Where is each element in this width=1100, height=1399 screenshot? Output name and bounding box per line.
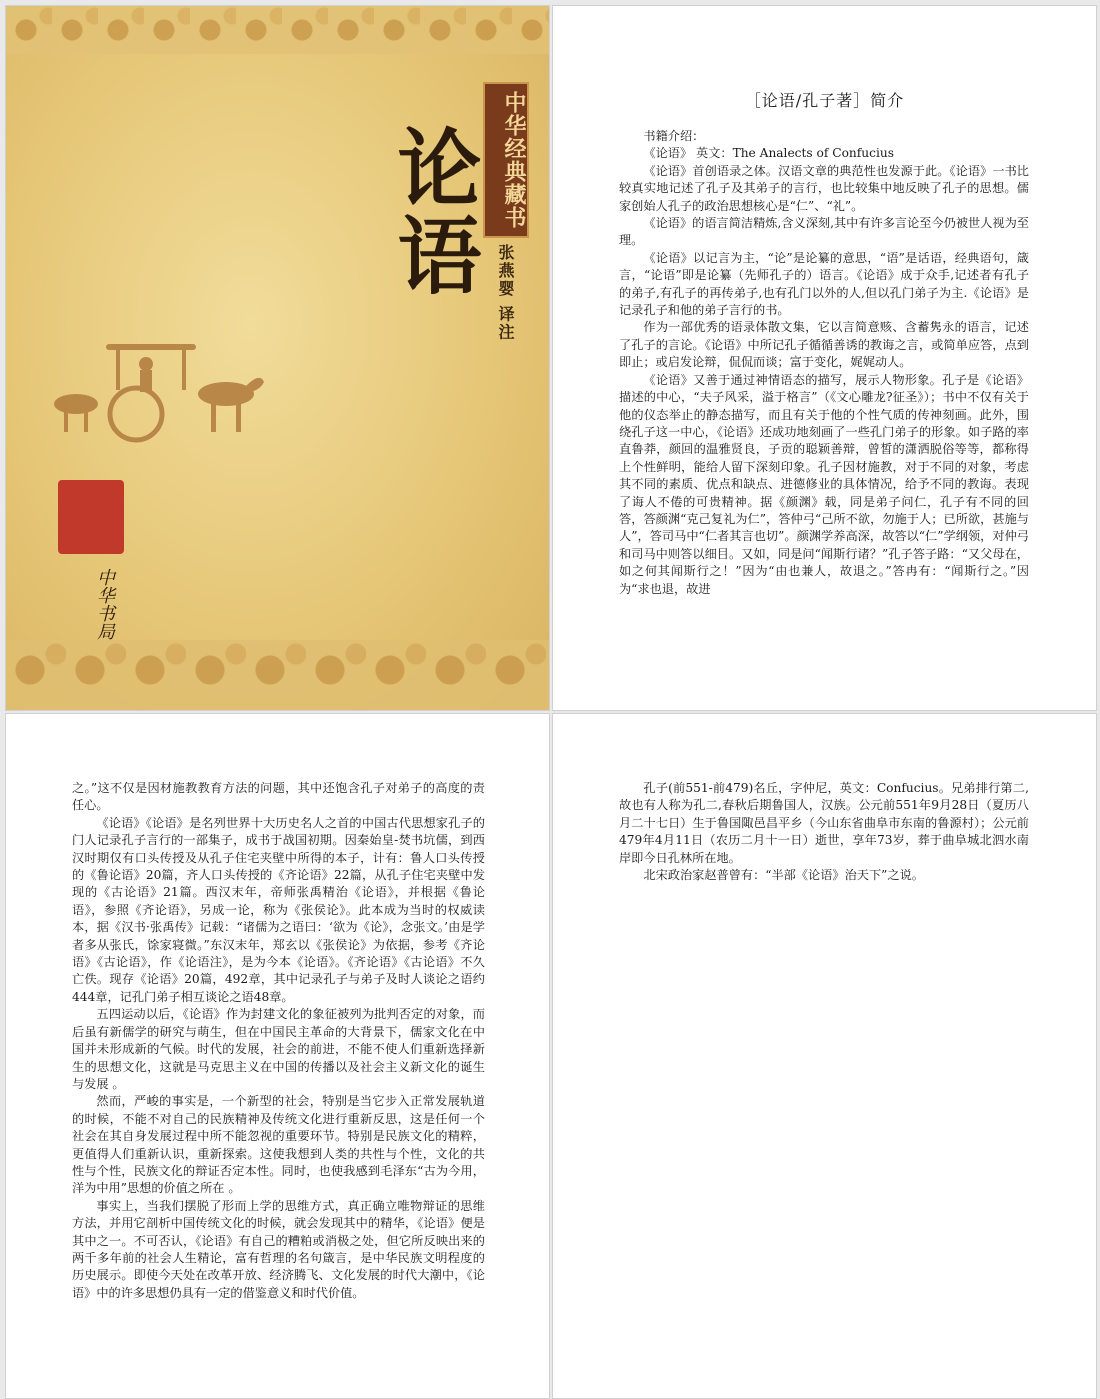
- intro-heading: ［论语/孔子著］简介: [744, 91, 905, 110]
- paragraph: 《论语》的语言简洁精炼,含义深刻,其中有许多言论至今仍被世人视为至理。: [619, 216, 1029, 248]
- series-label: 中华经典藏书: [483, 82, 529, 238]
- paragraph: 五四运动以后，《论语》作为封建文化的象征被列为批判否定的对象，而后虽有新儒学的研究与萌生，但在中国民主革命的大背景下，儒家文化在中国并未形成新的气候。时代的发展，社会的前进，不能不使人们重新选择新生的思想文化，这就是马克思主义在中国的传播以及社会主义新文化的诞生与发展 。: [72, 1007, 485, 1091]
- paragraph: 孔子(前551-前479)名丘，字仲尼，英文：Confucius。兄弟排行第二,故也有人称为孔二,春秋后期鲁国人，汉族。公元前551年9月28日（夏历八月二十七日）生于鲁国陬邑昌平乡（今山东省曲阜市东南的鲁源村）；公元前479年4月11日（农历二月十一日）逝世，享年73岁，葬于曲阜城北泗水南岸即今日孔林所在地。: [619, 781, 1029, 865]
- book-cover[interactable]: [6, 6, 549, 710]
- cloud-pattern-bottom: [6, 640, 549, 710]
- page-two-text: [72, 780, 485, 1302]
- chariot-illustration-icon: [36, 324, 266, 444]
- paragraph: 作为一部优秀的语录体散文集，它以言简意赅、含蓄隽永的语言，记述了孔子的言论。《论语》中所记孔子循循善诱的教诲之言，或简单应答，点到即止；或启发论辩，侃侃而谈；富于变化，娓娓动人。: [619, 320, 1029, 370]
- paragraph: 《论语》首创语录之体。汉语文章的典范性也发源于此。《论语》一书比较真实地记述了孔子及其弟子的言行，也比较集中地反映了孔子的思想。儒家创始人孔子的政治思想核心是“仁”、“礼”。: [619, 163, 1029, 213]
- paragraph: 事实上，当我们摆脱了形而上学的思维方式，真正确立唯物辩证的思维方法，并用它剖析中国传统文化的时候，就会发现其中的精华，《论语》便是其中之一。不可否认，《论语》有自己的糟粕或消极之处，但它所反映出来的两千多年前的社会人生精论，富有哲理的名句箴言，是中华民族文明程度的历史展示。即使今天处在改革开放、经济腾飞、文化发展的时代大潮中，《论语》中的许多思想仍具有一定的借鉴意义和时代价值。: [72, 1198, 485, 1300]
- paragraph: 《论语》又善于通过神情语态的描写，展示人物形象。孔子是《论语》描述的中心，“夫子风采，溢于格言”（《文心雕龙?征圣》）；书中不仅有关于他的仪态举止的静态描写，而且有关于他的个性气质的传神刻画。此外，围绕孔子这一中心，《论语》还成功地刻画了一些孔门弟子的形象。如子路的率直鲁莽，颜回的温雅贤良，子贡的聪颖善辩，曾皙的潇洒脱俗等等，都称得上个性鲜明，能给人留下深刻印象。孔子因材施教，对于不同的对象，考虑其不同的素质、优点和缺点、进德修业的具体情况，给予不同的教诲。表现了诲人不倦的可贵精神。据《颜渊》载，同是弟子问仁，孔子有不同的回答，答颜渊“克己复礼为仁”，答仲弓“己所不欲，勿施于人；已所欲，甚施与人”，答司马中“仁者其言也切”。颜渊学养高深，故答以“仁”学纲领，对仲弓和司马中则答以细目。又如，同是问“闻斯行诸？”孔子答子路：“又父母在，如之何其闻斯行之！”因为“由也兼人，故退之。”答冉有：“闻斯行之。”因为“求也退，故进: [619, 372, 1029, 596]
- translator-credit: 张燕婴 译注: [496, 244, 515, 342]
- paragraph: 然而，严峻的事实是，一个新型的社会，特别是当它步入正常发展轨道的时候，不能不对自己的民族精神及传统文化进行重新反思，这是任何一个社会在其自身发展过程中所不能忽视的重要环节。特别是民族文化的精粹，更值得人们重新认识，重新探索。这使我想到人类的共性与个性，文化的共性与个性，民族文化的辩证否定本性。同时，也使我感到毛泽东“古为今用，洋为中用”思想的价值之所在 。: [72, 1094, 485, 1196]
- text-page-two[interactable]: [6, 714, 549, 1398]
- seal-stamp: [58, 480, 124, 554]
- page-three-text: [619, 780, 1029, 884]
- cloud-pattern-top: [6, 6, 549, 54]
- paragraph: 书籍介绍：: [643, 129, 705, 143]
- intro-page[interactable]: [553, 6, 1096, 710]
- paragraph: 《论语》《论语》是名列世界十大历史名人之首的中国古代思想家孔子的门人记录孔子言行的一部集子，成书于战国初期。因秦始皇-焚书坑儒，到西汉时期仅有口头传授及从孔子住宅夹壁中所得的本子，计有：鲁人口头传授的《鲁论语》20篇，齐人口头传授的《齐论语》22篇，从孔子住宅夹壁中发现的《古论语》21篇。西汉末年，帝师张禹精治《论语》，并根据《鲁论语》，参照《齐论语》，另成一论，称为《张侯论》。此本成为当时的权威读本，据《汉书·张禹传》记载：“诸儒为之语曰：‘欲为《论》，念张文。’由是学者多从张氏，馀家寝微。”东汉末年，郑玄以《张侯论》为依据，参考《齐论语》《古论语》，作《论语注》，是为今本《论语》。《齐论语》《古论语》不久亡佚。现存《论语》20篇，492章，其中记录孔子与弟子及时人谈论之语约444章，记孔门弟子相互谈论之语48章。: [72, 815, 485, 1004]
- paragraph: 《论语》 英文：The Analects of Confucius: [643, 146, 894, 161]
- intro-text: [619, 128, 1029, 598]
- book-title: 论语: [384, 124, 483, 300]
- paragraph: 之。”这不仅是因材施教教育方法的问题，其中还饱含孔子对弟子的高度的责任心。: [72, 781, 485, 813]
- paragraph: 北宋政治家赵普曾有：“半部《论语》治天下”之说。: [643, 868, 924, 883]
- text-page-three[interactable]: [553, 714, 1096, 1398]
- paragraph: 《论语》以记言为主，“论”是论纂的意思，“语”是话语，经典语句，箴言，“论语”即是论纂（先师孔子的）语言。《论语》成于众手,记述者有孔子的弟子,有孔子的再传弟子,也有孔门以外的人,但以孔门弟子为主.《论语》是记录孔子和他的弟子言行的书。: [619, 250, 1029, 318]
- publisher-name: 中华书局: [94, 568, 115, 640]
